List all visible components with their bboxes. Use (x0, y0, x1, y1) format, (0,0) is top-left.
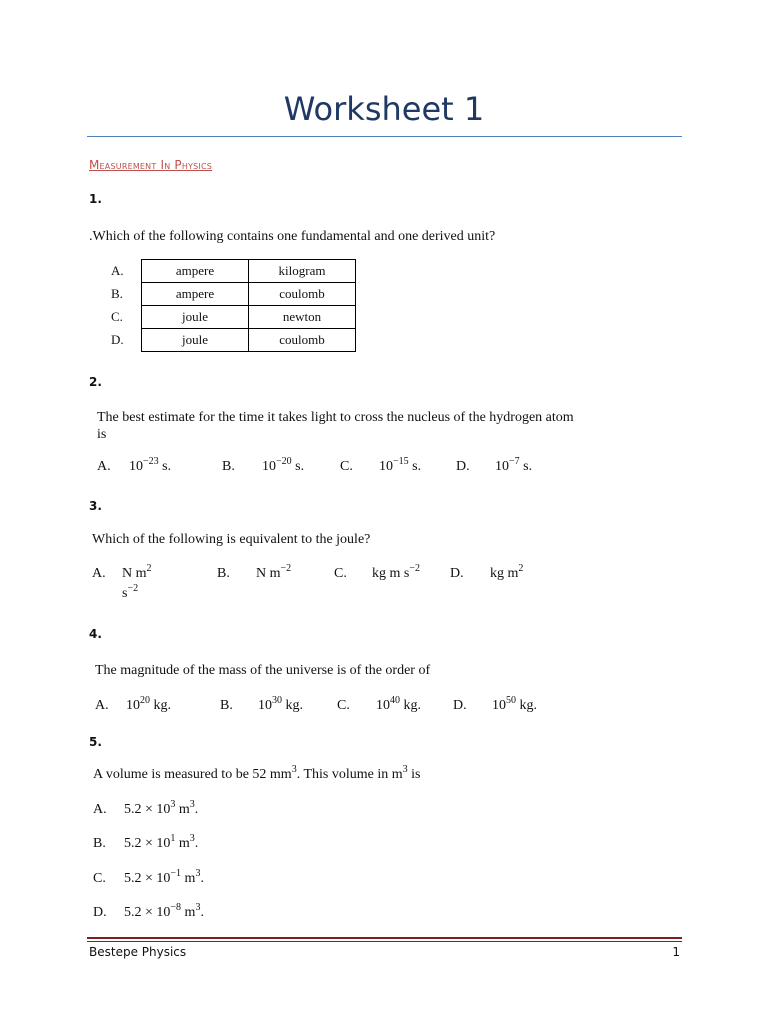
option-value: $10^{-15}$ s. (379, 456, 422, 474)
option-label: C. (340, 459, 353, 474)
option-value: $5.2 \times 10^3$ $m^3$. (124, 799, 199, 817)
table-cell: joule (142, 306, 249, 329)
question-3-number: 3. (89, 499, 102, 513)
option-label: C. (334, 566, 347, 581)
option-value-line2: $s^{-2}$ (122, 583, 139, 601)
option-value: $10^{-20}$ s. (262, 456, 305, 474)
question-5-text: A volume is measured to be 52 $mm^3$. This volume in $m^3$ is (93, 764, 421, 782)
option-value: $10^{20}$ kg. (126, 695, 171, 713)
question-3-text: Which of the following is equivalent to the joule? (92, 532, 371, 547)
option-label: B. (111, 286, 123, 301)
section-heading: Measurement In Physics (89, 158, 213, 172)
option-label: B. (222, 459, 235, 474)
table-cell: coulomb (249, 329, 356, 352)
option-label: B. (93, 836, 106, 851)
question-2-number: 2. (89, 375, 102, 389)
option-label: B. (220, 698, 233, 713)
option-label: A. (111, 263, 124, 278)
option-value: kg $m^2$ (490, 563, 524, 581)
table-row (105, 260, 356, 283)
option-label: C. (93, 871, 106, 886)
question-4-number: 4. (89, 627, 102, 641)
table-cell: kilogram (249, 260, 356, 283)
question-5-number: 5. (89, 735, 102, 749)
question-2-text-cont: is (97, 427, 107, 442)
footer-title: Bestepe Physics (89, 945, 187, 959)
option-label: D. (450, 566, 464, 581)
question-1-options-table (105, 259, 356, 352)
option-label: C. (337, 698, 350, 713)
option-label: D. (456, 459, 470, 474)
footer-divider-thin (87, 941, 682, 942)
table-row (105, 306, 356, 329)
option-label: A. (97, 459, 111, 474)
option-label: B. (217, 566, 230, 581)
option-value: $10^{30}$ kg. (258, 695, 303, 713)
option-label: C. (111, 309, 123, 324)
table-cell: joule (142, 329, 249, 352)
table-row (105, 329, 356, 352)
option-label: D. (453, 698, 467, 713)
title-divider (87, 136, 682, 137)
option-value: kg m $s^{-2}$ (372, 563, 420, 581)
page-number: 1 (672, 945, 680, 959)
option-value: $5.2 \times 10^{-1}$ $m^3$. (124, 868, 204, 886)
question-4-text: The magnitude of the mass of the universe is of the order of (95, 663, 431, 678)
question-1-text: .Which of the following contains one fundamental and one derived unit? (89, 229, 496, 244)
page-title: Worksheet 1 (283, 90, 485, 128)
option-value: $10^{40}$ kg. (376, 695, 421, 713)
option-value: $10^{-7}$ s. (495, 456, 533, 474)
option-value: $5.2 \times 10^{-8}$ $m^3$. (124, 902, 204, 920)
question-1-number: 1. (89, 192, 102, 206)
option-label: A. (95, 698, 109, 713)
table-cell: ampere (142, 283, 249, 306)
option-value: $10^{-23}$ s. (129, 456, 172, 474)
option-value: $5.2 \times 10^1$ $m^3$. (124, 833, 199, 851)
option-label: A. (93, 802, 107, 817)
option-label: D. (111, 332, 124, 347)
question-2-text: The best estimate for the time it takes light to cross the nucleus of the hydrogen atom (97, 410, 574, 425)
table-cell: coulomb (249, 283, 356, 306)
footer-divider (87, 937, 682, 939)
option-label: D. (93, 905, 107, 920)
table-cell: ampere (142, 260, 249, 283)
option-value: N $m^2$ (122, 563, 152, 581)
option-label: A. (92, 566, 106, 581)
option-value: $10^{50}$ kg. (492, 695, 537, 713)
table-row (105, 283, 356, 306)
option-value: N $m^{-2}$ (256, 563, 292, 581)
table-cell: newton (249, 306, 356, 329)
